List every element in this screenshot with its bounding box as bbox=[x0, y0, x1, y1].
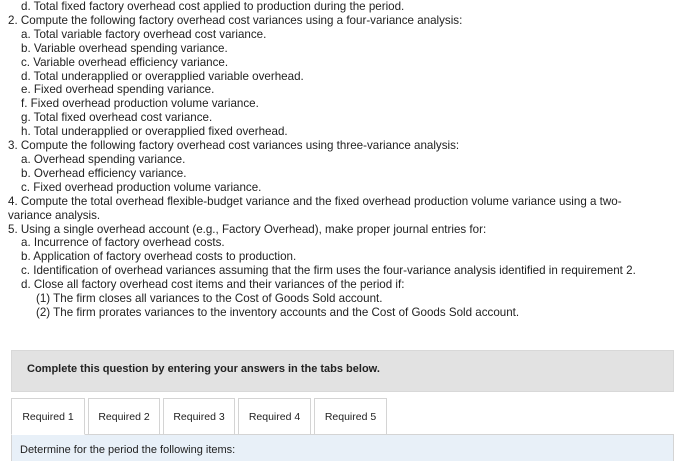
question-line: e. Fixed overhead spending variance. bbox=[21, 83, 215, 97]
question-line: c. Identification of overhead variances assuming that the firm uses the four-variance analysis identified in requirement 2. bbox=[21, 264, 636, 278]
question-line: d. Total fixed factory overhead cost applied to production during the period. bbox=[21, 0, 405, 13]
tab-required-4[interactable]: Required 4 bbox=[238, 398, 311, 435]
question-line: d. Total underapplied or overapplied variable overhead. bbox=[21, 69, 304, 83]
question-line: 5. Using a single overhead account (e.g., Factory Overhead), make proper journal entries for: bbox=[8, 222, 487, 236]
question-line: a. Total variable factory overhead cost variance. bbox=[21, 27, 267, 41]
tab-bar bbox=[11, 398, 390, 435]
question-line: g. Total fixed overhead cost variance. bbox=[21, 111, 213, 125]
question-line: a. Incurrence of factory overhead costs. bbox=[21, 236, 225, 250]
instruction-box bbox=[11, 350, 674, 392]
question-line: 2. Compute the following factory overhead cost variances using a four-variance analysis: bbox=[8, 13, 463, 27]
question-line: a. Overhead spending variance. bbox=[21, 152, 186, 166]
tab-required-5[interactable]: Required 5 bbox=[314, 398, 387, 435]
question-line: f. Fixed overhead production volume variance. bbox=[21, 97, 259, 111]
tab-content-panel bbox=[11, 435, 674, 461]
question-line: b. Overhead efficiency variance. bbox=[21, 166, 187, 180]
question-line: (1) The firm closes all variances to the Cost of Goods Sold account. bbox=[36, 292, 383, 306]
question-line: b. Variable overhead spending variance. bbox=[21, 41, 228, 55]
tab-required-1[interactable]: Required 1 bbox=[11, 398, 85, 435]
question-line: d. Close all factory overhead cost items and their variances of the period if: bbox=[21, 278, 405, 292]
question-text bbox=[8, 0, 692, 320]
instruction-text: Complete this question by entering your answers in the tabs below. bbox=[27, 363, 380, 375]
tab-required-3[interactable]: Required 3 bbox=[163, 398, 235, 435]
question-line: b. Application of factory overhead costs to production. bbox=[21, 250, 297, 264]
question-line: h. Total underapplied or overapplied fixed overhead. bbox=[21, 125, 288, 139]
question-line: 3. Compute the following factory overhead cost variances using three-variance analysis: bbox=[8, 139, 460, 153]
question-line: c. Variable overhead efficiency variance. bbox=[21, 55, 229, 69]
question-line: (2) The firm prorates variances to the inventory accounts and the Cost of Goods Sold account. bbox=[36, 305, 520, 319]
question-line: c. Fixed overhead production volume variance. bbox=[21, 180, 262, 194]
tab-required-2[interactable]: Required 2 bbox=[88, 398, 160, 435]
question-line: 4. Compute the total overhead flexible-budget variance and the fixed overhead production volume variance using a two-variance analysis. bbox=[8, 194, 622, 222]
panel-prompt: Determine for the period the following items: bbox=[20, 444, 236, 456]
